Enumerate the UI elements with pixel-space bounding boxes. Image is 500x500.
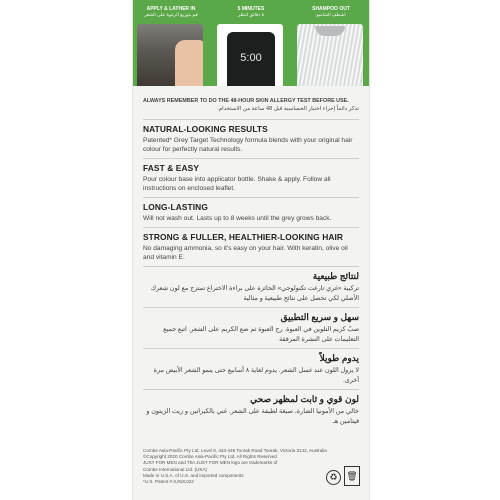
step-rinse: [293, 0, 369, 86]
section-strong: [143, 232, 359, 262]
step-wait: [212, 0, 290, 86]
step-title: SHAMPOO OUT: [312, 6, 350, 12]
section-body: Will not wash out. Lasts up to 8 weeks until the grey grows back.: [143, 215, 332, 222]
shower-photo: [297, 24, 363, 86]
legal-footer: [143, 448, 359, 498]
section-title-ar: يدوم طويلاً: [319, 353, 359, 363]
section-body-ar: تركيبة «غري تارغت تكنولوجي» الحائزة على براءة الاختراع تمتزج مع لون شعرك الأصلي لكي تحصل على نتائج طبيعية و مثالية: [150, 285, 359, 302]
legal-line: Combe International Ltd. (USA): [143, 466, 208, 472]
step-title: 5 MINUTES: [237, 6, 265, 12]
divider: [143, 158, 359, 159]
recycle-icon: ♻: [326, 470, 341, 485]
steps-banner: [133, 0, 369, 86]
legal-line: Made in U.S.A. of U.S. and imported components: [143, 472, 244, 478]
instructions-content: [143, 98, 359, 426]
section-title: STRONG & FULLER, HEALTHIER-LOOKING HAIR: [143, 232, 344, 242]
showerhead-icon: [315, 26, 345, 36]
step-subtitle-ar: قم بتوزيع الرغوة على الشعر: [144, 12, 198, 17]
step-subtitle-ar: اشطف الشامبو: [316, 12, 346, 17]
phone-screen: [227, 32, 275, 86]
section-body: Patented* Grey Target Technology formula blends with your original hair colour for perfectly natural results.: [143, 137, 353, 153]
section-body-ar: لا يزول اللون عند غسل الشعر. يدوم لغاية ٨ أسابيع حتى ينمو الشعر الأبيض مرة أخرى.: [153, 367, 359, 384]
section-long-lasting-ar: [143, 353, 359, 385]
section-title: NATURAL-LOOKING RESULTS: [143, 124, 268, 134]
product-box-back: [133, 0, 369, 500]
tidyman-bin-icon: 🗑: [344, 466, 360, 486]
legal-line: ©Copyright 2020 Combe Asia-Pacific Pty Ltd. All Rights Reserved: [143, 454, 277, 460]
allergy-warning: ALWAYS REMEMBER TO DO THE 48-HOUR SKIN ALLERGY TEST BEFORE USE.: [143, 98, 349, 104]
section-title-ar: سهل و سريع التطبيق: [280, 312, 359, 322]
divider: [143, 197, 359, 198]
section-body-ar: خالي من الأمونيا الضارة، صبغة لطيفة على الشعر. غني بالكيراتين و زيت الزيتون و فيتامين هـ: [146, 408, 359, 425]
divider: [143, 119, 359, 120]
divider: [143, 227, 359, 228]
section-title-ar: لون قوي و ثابت لمظهر صحي: [250, 394, 359, 404]
hand-image: [175, 40, 203, 86]
divider: [143, 348, 359, 349]
allergy-warning-ar: تذكر دائماً إجراء اختبار الحساسية قبل 48 ساعة من الاستخدام.: [217, 106, 359, 112]
divider: [143, 266, 359, 267]
legal-line: Combe Asia-Pacific Pty Ltd, Level 8, 443-449 Toorak Road Toorak, Victoria 3142, Australia: [143, 448, 327, 453]
section-body: Pour colour base into applicator bottle. Shake & apply. Follow all instructions on enclosed leaflet.: [143, 176, 331, 192]
section-title-ar: لنتائج طبيعية: [312, 271, 359, 281]
legal-line: *U.S. Patent # 6,818,022: [143, 479, 194, 485]
section-body-ar: صبّ كريم التلوين في العبوة. رج العبوة ثم ضع الكريم على الشعر. اتبع جميع التعليمات على النشرة المرفقة: [163, 326, 359, 343]
step-apply: [133, 0, 209, 86]
divider: [143, 307, 359, 308]
section-title: LONG-LASTING: [143, 202, 208, 212]
step-title: APPLY & LATHER IN: [146, 6, 196, 12]
section-fast-ar: [143, 312, 359, 344]
legal-line: JUST FOR MEN and The JUST FOR MEN logo are trademarks of: [143, 460, 278, 466]
section-strong-ar: [143, 394, 359, 426]
section-fast: [143, 163, 359, 193]
section-body: No damaging ammonia, so it's easy on your hair. With keratin, olive oil and vitamin E.: [143, 245, 348, 261]
hair-photo: [137, 24, 203, 86]
step-subtitle-ar: ٥ دقائق انتظر: [237, 12, 265, 17]
phone-photo: [217, 24, 283, 86]
section-title: FAST & EASY: [143, 163, 200, 173]
section-long-lasting: [143, 202, 359, 223]
section-natural-ar: [143, 271, 359, 303]
timer-display: 5:00: [240, 52, 262, 64]
section-natural: [143, 124, 359, 154]
divider: [143, 389, 359, 390]
